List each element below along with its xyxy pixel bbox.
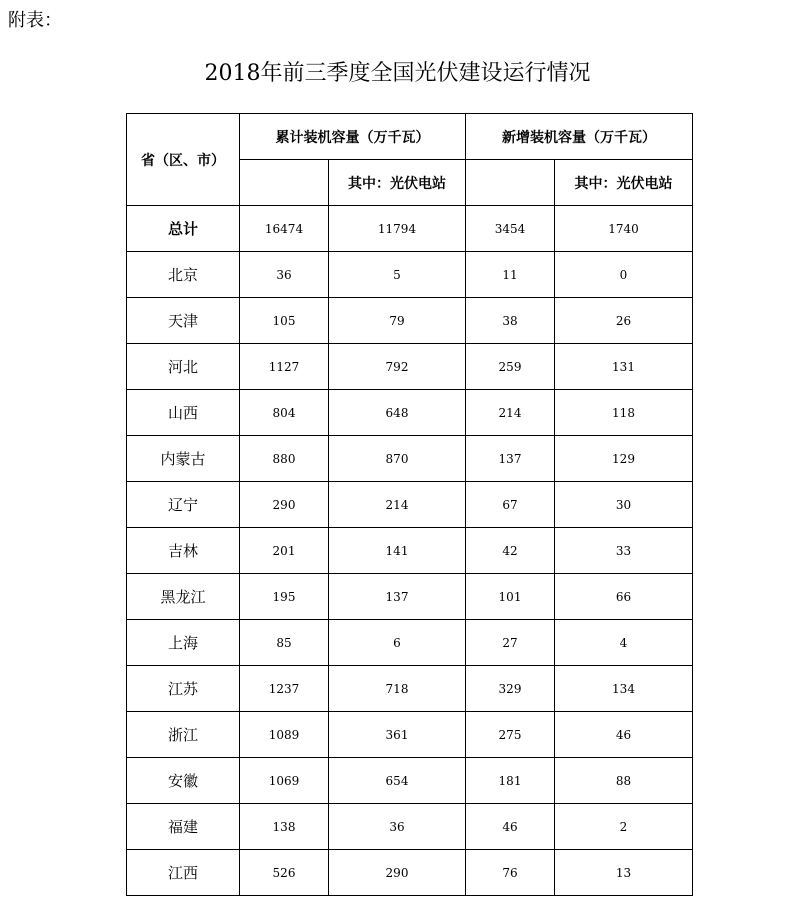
cumulative-pv-station-value: 6 [329,620,466,666]
header-new-total-blank [466,160,555,206]
total-cumulative: 16474 [240,206,329,252]
cumulative-value: 201 [240,528,329,574]
region-name: 江苏 [127,666,240,712]
table-row [127,252,693,298]
new-pv-station-value: 66 [555,574,693,620]
region-name: 江西 [127,850,240,896]
cumulative-value: 36 [240,252,329,298]
new-added-value: 137 [466,436,555,482]
header-region: 省（区、市） [127,114,240,206]
header-cumulative-total-blank [240,160,329,206]
new-added-value: 76 [466,850,555,896]
new-pv-station-value: 2 [555,804,693,850]
page-title: 2018年前三季度全国光伏建设运行情况 [204,61,591,86]
region-name: 内蒙古 [127,436,240,482]
cumulative-value: 1237 [240,666,329,712]
region-name: 山西 [127,390,240,436]
total-cumulative-pv-station: 11794 [329,206,466,252]
table-row [127,390,693,436]
table-row [127,482,693,528]
table-row [127,712,693,758]
cumulative-pv-station-value: 36 [329,804,466,850]
region-name: 福建 [127,804,240,850]
new-added-value: 46 [466,804,555,850]
new-added-value: 67 [466,482,555,528]
region-name: 辽宁 [127,482,240,528]
table-row [127,574,693,620]
cumulative-pv-station-value: 79 [329,298,466,344]
new-pv-station-value: 33 [555,528,693,574]
new-added-value: 27 [466,620,555,666]
table-body [127,206,693,896]
cumulative-value: 290 [240,482,329,528]
cumulative-pv-station-value: 718 [329,666,466,712]
new-pv-station-value: 118 [555,390,693,436]
new-added-value: 181 [466,758,555,804]
cumulative-value: 85 [240,620,329,666]
total-label: 总计 [127,206,240,252]
cumulative-value: 138 [240,804,329,850]
new-pv-station-value: 131 [555,344,693,390]
region-name: 北京 [127,252,240,298]
new-added-value: 214 [466,390,555,436]
region-name: 安徽 [127,758,240,804]
cumulative-pv-station-value: 5 [329,252,466,298]
new-pv-station-value: 0 [555,252,693,298]
table-row [127,850,693,896]
cumulative-pv-station-value: 648 [329,390,466,436]
cumulative-pv-station-value: 792 [329,344,466,390]
new-added-value: 11 [466,252,555,298]
region-name: 上海 [127,620,240,666]
new-pv-station-value: 30 [555,482,693,528]
new-pv-station-value: 46 [555,712,693,758]
region-name: 天津 [127,298,240,344]
region-name: 吉林 [127,528,240,574]
new-added-value: 101 [466,574,555,620]
header-new-added: 新增装机容量（万千瓦） [466,114,693,160]
table-row [127,758,693,804]
cumulative-value: 1069 [240,758,329,804]
new-added-value: 42 [466,528,555,574]
table-row [127,528,693,574]
new-pv-station-value: 26 [555,298,693,344]
header-cumulative: 累计装机容量（万千瓦） [240,114,466,160]
new-added-value: 259 [466,344,555,390]
total-row [127,206,693,252]
region-name: 黑龙江 [127,574,240,620]
new-pv-station-value: 13 [555,850,693,896]
new-pv-station-value: 88 [555,758,693,804]
cumulative-value: 880 [240,436,329,482]
cumulative-pv-station-value: 141 [329,528,466,574]
new-added-value: 38 [466,298,555,344]
new-added-value: 275 [466,712,555,758]
cumulative-value: 526 [240,850,329,896]
cumulative-pv-station-value: 290 [329,850,466,896]
cumulative-value: 1089 [240,712,329,758]
cumulative-value: 195 [240,574,329,620]
appendix-label: 附表： [8,10,62,31]
table-row [127,436,693,482]
table-row [127,804,693,850]
cumulative-pv-station-value: 654 [329,758,466,804]
region-name: 浙江 [127,712,240,758]
cumulative-value: 1127 [240,344,329,390]
cumulative-pv-station-value: 137 [329,574,466,620]
total-new-pv-station: 1740 [555,206,693,252]
header-cumulative-pv-station: 其中：光伏电站 [329,160,466,206]
cumulative-pv-station-value: 870 [329,436,466,482]
new-pv-station-value: 134 [555,666,693,712]
cumulative-value: 105 [240,298,329,344]
table-row [127,298,693,344]
pv-capacity-table [126,113,693,896]
table-row [127,620,693,666]
cumulative-pv-station-value: 361 [329,712,466,758]
new-pv-station-value: 129 [555,436,693,482]
region-name: 河北 [127,344,240,390]
cumulative-pv-station-value: 214 [329,482,466,528]
header-new-pv-station: 其中：光伏电站 [555,160,693,206]
new-pv-station-value: 4 [555,620,693,666]
total-new-added: 3454 [466,206,555,252]
table-row [127,344,693,390]
new-added-value: 329 [466,666,555,712]
table-row [127,666,693,712]
cumulative-value: 804 [240,390,329,436]
